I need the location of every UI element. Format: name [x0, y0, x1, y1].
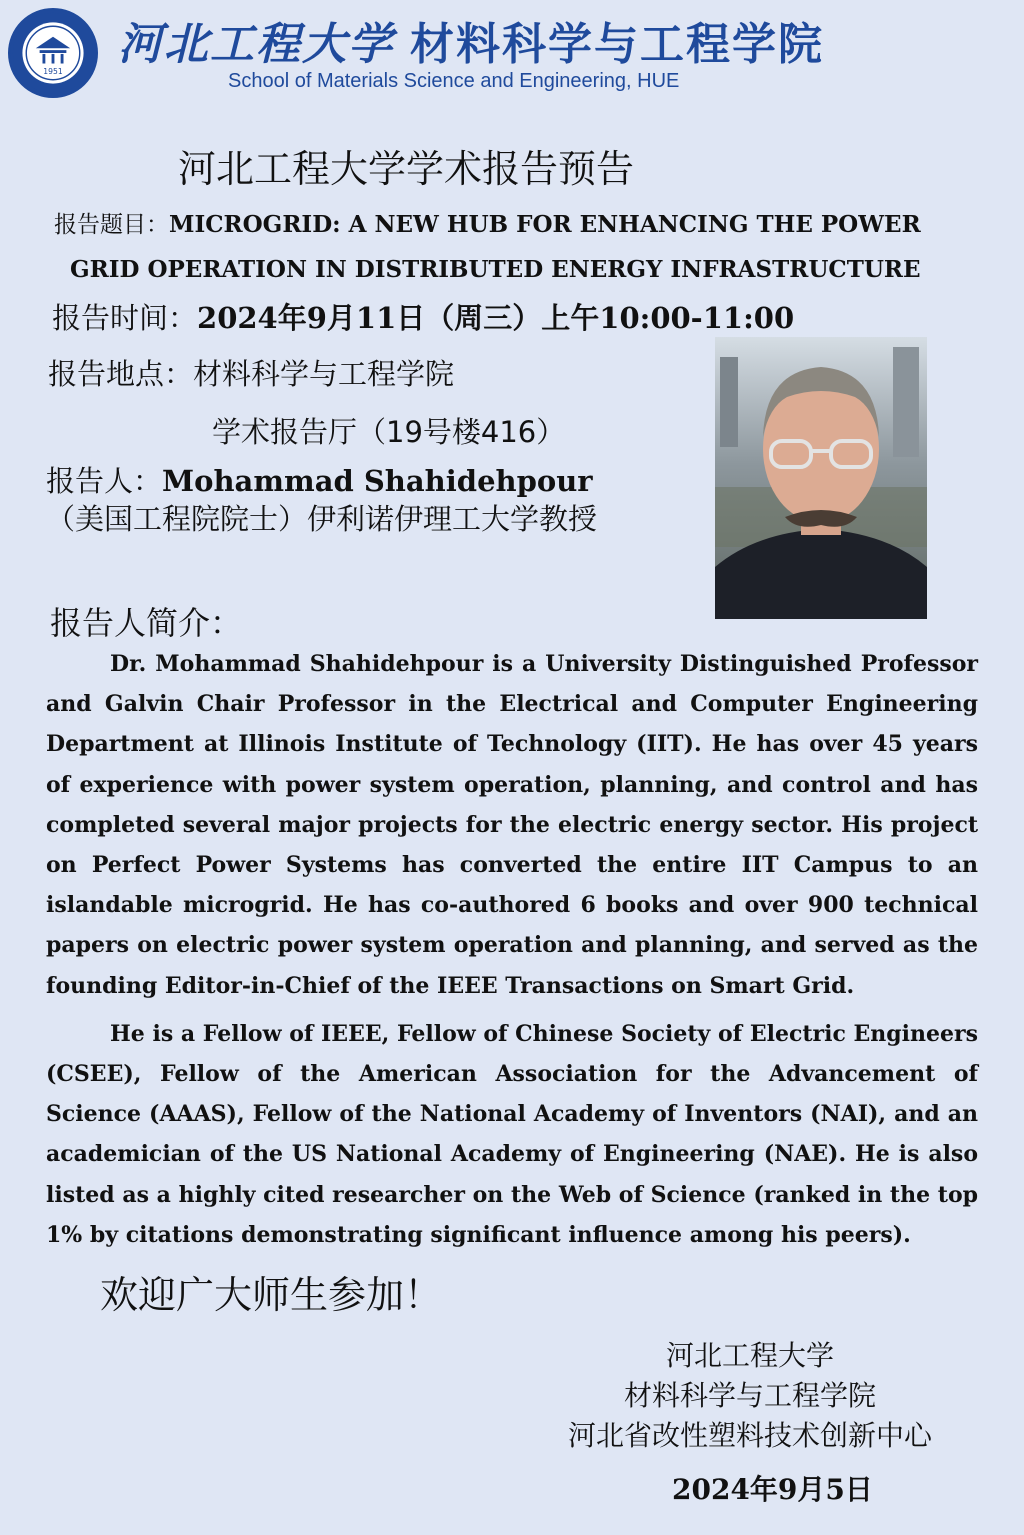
signature-line-2: 材料科学与工程学院	[623, 1379, 876, 1412]
time-value: 2024年9月11日（周三）上午10:00-11:00	[197, 301, 795, 335]
header	[0, 0, 1024, 110]
notice-title: 河北工程大学学术报告预告	[178, 147, 635, 191]
university-name-cn: 河北工程大学	[118, 19, 394, 70]
university-seal-logo	[8, 8, 98, 98]
place-value-2: 学术报告厅（19号楼416）	[212, 415, 566, 449]
signature-date: 2024年9月5日	[672, 1473, 873, 1506]
place-value-1: 材料科学与工程学院	[193, 357, 455, 391]
signature-block	[540, 1336, 960, 1456]
signature-line-1: 河北工程大学	[665, 1339, 834, 1372]
svg-text:1951: 1951	[43, 67, 63, 77]
school-name-cn: 材料科学与工程学院	[410, 19, 824, 70]
place-line-1	[48, 352, 454, 393]
school-name-en: School of Materials Science and Engineering, HUE	[228, 70, 680, 92]
bio-paragraph-2: He is a Fellow of IEEE, Fellow of Chinese Society of Electric Engineers (CSEE), Fellow of the American Association for the Advancement of Science (AAAS), Fellow of the National Academy of Inventors (NAI), and an academician of the US National Academy of Engineering (NAE). He is also listed as a highly cited researcher on the Web of Science (ranked in the top 1% by citations demonstrating significant influence among his peers).	[46, 1020, 978, 1248]
topic-line-1	[54, 206, 921, 239]
signature-line-3: 河北省改性塑料技术创新中心	[567, 1419, 932, 1452]
topic-label: 报告题目：	[54, 212, 169, 238]
speaker-name: Mohammad Shahidehpour	[162, 464, 593, 498]
topic-text-1: MICROGRID: A NEW HUB FOR ENHANCING THE POWER	[169, 211, 921, 238]
bio-heading: 报告人简介：	[50, 604, 243, 642]
time-line	[52, 296, 794, 337]
speaker-label: 报告人：	[46, 464, 163, 498]
speaker-title: （美国工程院院士）伊利诺伊理工大学教授	[46, 502, 598, 536]
bio-text	[46, 644, 978, 1255]
bio-paragraph-1: Dr. Mohammad Shahidehpour is a University Distinguished Professor and Galvin Chair Professor in the Electrical and Computer Engineering Department at Illinois Institute of Technology (IIT). He has over 45 years of experience with power system operation, planning, and control and has completed several major projects for the electric energy sector. His project on Perfect Power Systems has converted the entire IIT Campus to an islandable microgrid. He has co-authored 6 books and over 900 technical papers on electric power system operation and planning, and served as the founding Editor-in-Chief of the IEEE Transactions on Smart Grid.	[46, 651, 978, 999]
topic-text-2: GRID OPERATION IN DISTRIBUTED ENERGY INFRASTRUCTURE	[70, 256, 921, 283]
place-label: 报告地点：	[48, 357, 194, 391]
speaker-photo	[715, 337, 927, 619]
welcome-text: 欢迎广大师生参加！	[100, 1273, 443, 1317]
time-label: 报告时间：	[52, 301, 198, 335]
speaker-info	[46, 462, 626, 538]
header-title	[118, 8, 824, 72]
